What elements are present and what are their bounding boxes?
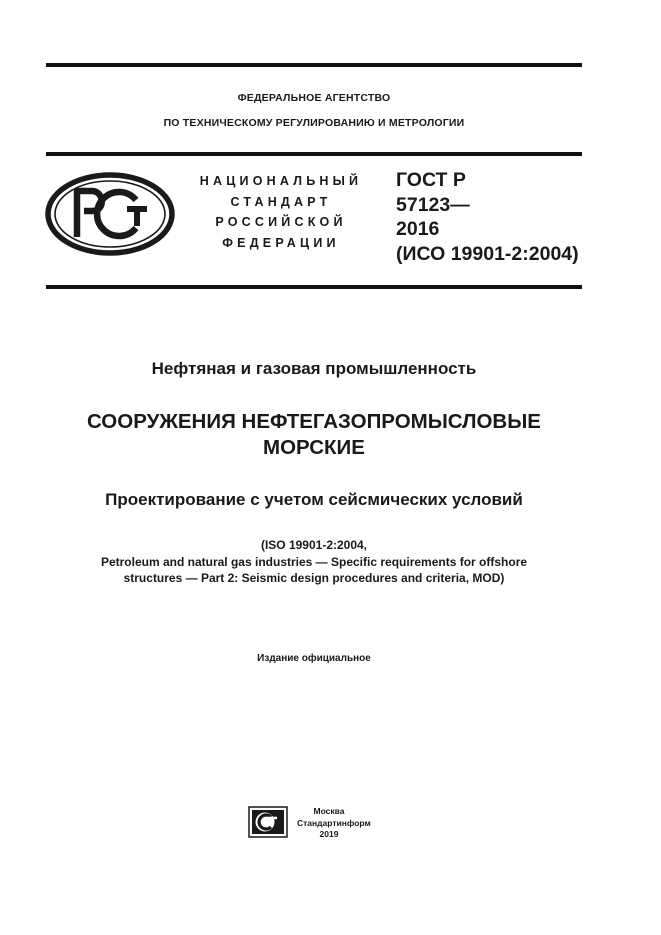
top-rule bbox=[46, 63, 582, 67]
standard-designation bbox=[396, 168, 579, 266]
designation-line-1: ГОСТ Р bbox=[396, 169, 466, 191]
header-rule bbox=[46, 152, 582, 156]
iso-reference-line-1: (ISO 19901-2:2004, bbox=[260, 538, 368, 552]
industry-heading: Нефтяная и газовая промышленность bbox=[151, 359, 477, 378]
publisher-city: Москва bbox=[313, 806, 345, 816]
publisher-name: Стандартинформ bbox=[297, 817, 371, 828]
rst-certification-mark-icon bbox=[44, 171, 176, 262]
designation-line-2: 57123— bbox=[396, 193, 470, 216]
document-title bbox=[46, 409, 582, 461]
standartinform-logo-icon bbox=[248, 806, 288, 843]
designation-line-3: 2016 bbox=[396, 218, 440, 240]
agency-line-1: ФЕДЕРАЛЬНОЕ АГЕНТСТВО bbox=[237, 92, 391, 104]
publisher-info bbox=[297, 806, 371, 841]
standard-type-line-1: НАЦИОНАЛЬНЫЙ bbox=[199, 174, 363, 188]
iso-reference-line-3: structures — Part 2: Seismic design procedures and criteria, MOD) bbox=[123, 571, 505, 585]
title-line-2: МОРСКИЕ bbox=[263, 436, 365, 459]
publisher-year: 2019 bbox=[319, 829, 339, 839]
standard-type-line-2: СТАНДАРТ bbox=[230, 194, 332, 209]
edition-note: Издание официальное bbox=[257, 653, 371, 664]
document-subtitle: Проектирование с учетом сейсмических условий bbox=[105, 490, 523, 509]
title-line-1: СООРУЖЕНИЯ НЕФТЕГАЗОПРОМЫСЛОВЫЕ bbox=[87, 410, 541, 433]
designation-line-4: (ИСО 19901-2:2004) bbox=[396, 242, 579, 265]
standard-type bbox=[196, 171, 366, 253]
iso-reference bbox=[46, 537, 582, 587]
iso-reference-line-2: Petroleum and natural gas industries — Specific requirements for offshore bbox=[100, 554, 528, 569]
standard-type-line-3: РОССИЙСКОЙ bbox=[215, 215, 347, 229]
agency-line-2: ПО ТЕХНИЧЕСКОМУ РЕГУЛИРОВАНИЮ И МЕТРОЛОГИИ bbox=[163, 117, 465, 129]
designation-rule bbox=[46, 285, 582, 289]
standard-type-line-4: ФЕДЕРАЦИИ bbox=[222, 235, 340, 250]
